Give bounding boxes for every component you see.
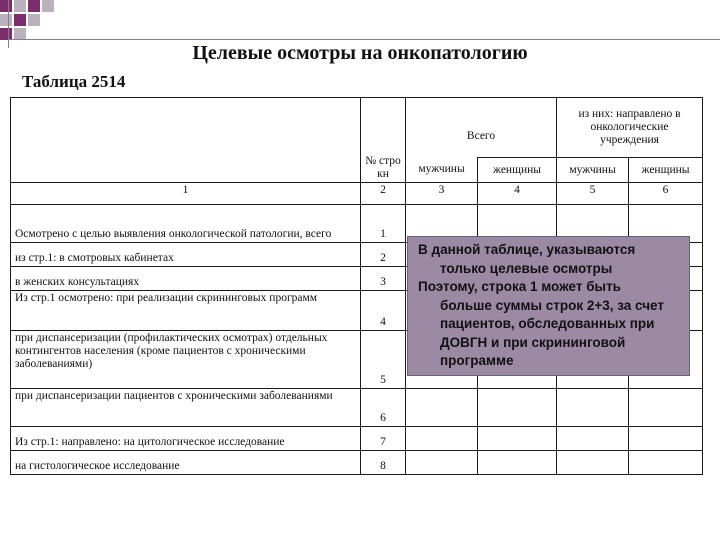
data-cell[interactable] — [406, 389, 478, 427]
row-label: при диспансеризации (профилактических осмотрах) отдельных контингентов населения (кроме пациентов с хроническими заболеваниями) — [11, 331, 361, 389]
table-row — [11, 451, 703, 475]
note-line: программе — [440, 353, 514, 368]
row-label: при диспансеризации пациентов с хроническими заболеваниями — [11, 389, 361, 427]
row-number: 6 — [361, 389, 406, 427]
data-cell[interactable] — [629, 389, 703, 427]
data-cell[interactable] — [478, 451, 557, 475]
row-number: 5 — [361, 331, 406, 389]
data-cell[interactable] — [557, 427, 629, 451]
header-women-total: женщины — [478, 158, 557, 183]
row-label: Осмотрено с целью выявления онкологической патологии, всего — [11, 205, 361, 243]
header-men-total: мужчины — [406, 158, 478, 183]
table-caption: Таблица 2514 — [22, 72, 126, 91]
row-number: 8 — [361, 451, 406, 475]
row-number: 2 — [361, 243, 406, 267]
data-cell[interactable] — [406, 427, 478, 451]
table-row — [11, 427, 703, 451]
col-number: 6 — [629, 183, 703, 205]
header-referred: из них: направлено в онкологические учреждения — [557, 98, 703, 158]
header-rule-vertical — [8, 0, 9, 48]
note-line: только целевые осмотры — [440, 260, 613, 276]
row-number: 4 — [361, 291, 406, 331]
row-number: 7 — [361, 427, 406, 451]
row-label: Из стр.1 осмотрено: при реализации скрининговых программ — [11, 291, 361, 331]
data-cell[interactable] — [478, 389, 557, 427]
header-empty-cell — [11, 98, 361, 183]
data-cell[interactable] — [557, 389, 629, 427]
callout-note — [407, 236, 690, 376]
note-line: Поэтому, строка 1 может быть — [418, 279, 621, 294]
table-row — [11, 389, 703, 427]
col-number: 5 — [557, 183, 629, 205]
note-line: пациентов, обследованных при — [440, 316, 655, 331]
row-label: Из стр.1: направлено: на цитологическое исследование — [11, 427, 361, 451]
data-cell[interactable] — [406, 451, 478, 475]
page-title: Целевые осмотры на онкопатологию — [192, 42, 528, 64]
col-number: 1 — [11, 183, 361, 205]
col-number: 4 — [478, 183, 557, 205]
data-cell[interactable] — [478, 427, 557, 451]
header-men-referred: мужчины — [557, 158, 629, 183]
data-cell[interactable] — [557, 451, 629, 475]
header-total: Всего — [406, 98, 557, 158]
note-line: ДОВГН и при скрининговой — [440, 334, 626, 350]
data-cell[interactable] — [629, 427, 703, 451]
row-number: 3 — [361, 267, 406, 291]
row-label: из стр.1: в смотровых кабинетах — [11, 243, 361, 267]
header-rule — [8, 39, 720, 40]
header-row-no: № стро кн — [361, 98, 406, 183]
col-number: 3 — [406, 183, 478, 205]
note-line: В данной таблице, указываются — [418, 242, 636, 257]
row-label: на гистологическое исследование — [11, 451, 361, 475]
col-number: 2 — [361, 183, 406, 205]
header-women-referred: женщины — [629, 158, 703, 183]
row-label: в женских консультациях — [11, 267, 361, 291]
data-cell[interactable] — [629, 451, 703, 475]
note-line: больше суммы строк 2+3, за счет — [440, 297, 664, 313]
row-number: 1 — [361, 205, 406, 243]
